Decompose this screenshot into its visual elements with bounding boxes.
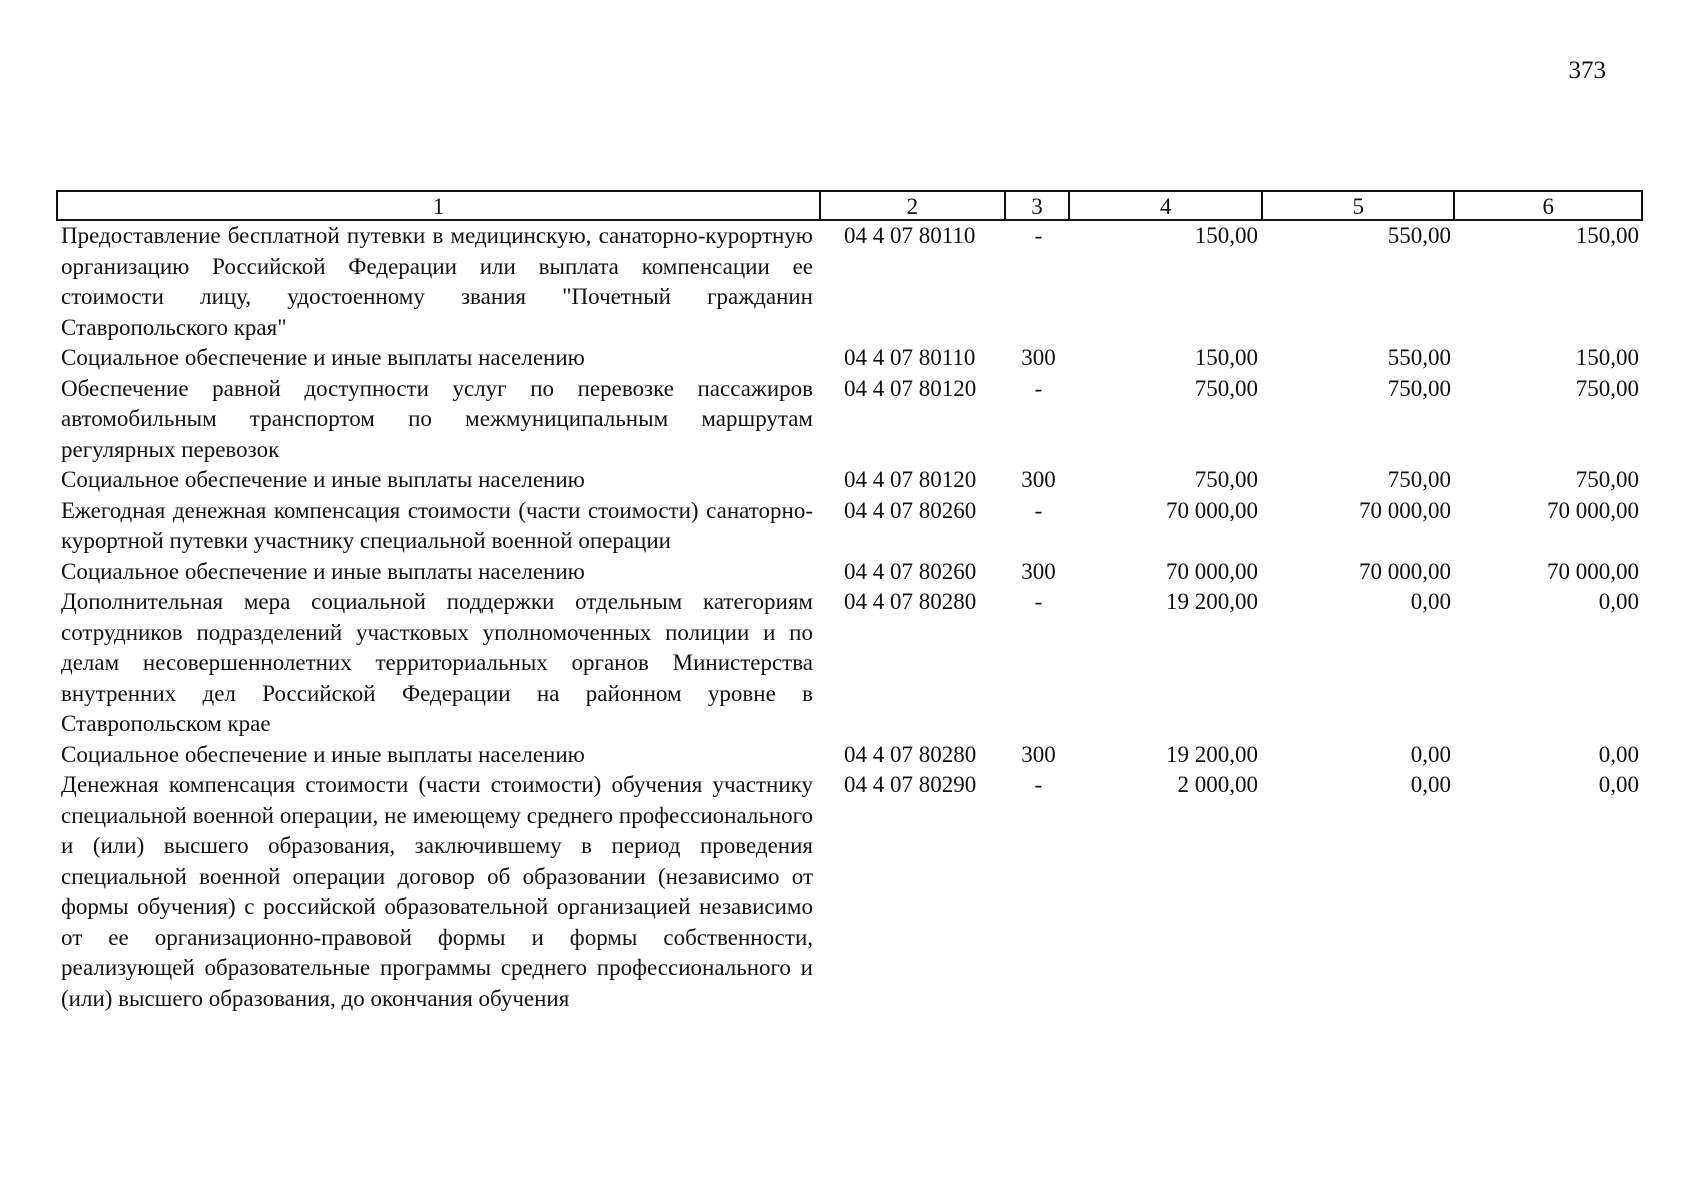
row-name: Социальное обеспечение и иные выплаты населению xyxy=(61,467,585,492)
row-value-col5: 70 000,00 xyxy=(1359,558,1451,584)
column-header-5: 5 xyxy=(1263,192,1456,219)
table-row xyxy=(56,740,1643,771)
column-header-2: 2 xyxy=(821,192,1006,219)
row-expense-type: 300 xyxy=(1021,467,1056,492)
row-value-col4: 750,00 xyxy=(1194,467,1258,492)
row-value-col4: 70 000,00 xyxy=(1166,558,1258,584)
table-row xyxy=(56,221,1643,343)
row-value-col4: 150,00 xyxy=(1194,223,1258,248)
table-row xyxy=(56,465,1643,496)
row-value-col5: 70 000,00 xyxy=(1359,497,1451,523)
row-name: Предоставление бесплатной путевки в медицинскую, санаторно-курортную организацию Российской Федерации или выплата компенсации ее стоимости лицу, удостоенному звания "Почетный гражданин Ставропольского края" xyxy=(61,223,813,340)
row-value-col6: 150,00 xyxy=(1575,223,1639,248)
row-value-col6: 0,00 xyxy=(1598,772,1639,797)
row-name: Денежная компенсация стоимости (части стоимости) обучения участнику специальной военной операции, не имеющему среднего профессионального и (или) высшего образования, заключившему в период проведения специальной военной операции договор об образовании (независимо от формы обучения) с российской образовательной организацией независимо от ее организационно-правовой формы и формы собственности, реализующей образовательные программы среднего профессионального и (или) высшего образования, до окончания обучения xyxy=(61,772,813,1011)
table-row xyxy=(56,374,1643,466)
row-code: 04 4 07 80110 xyxy=(844,223,976,248)
column-header-3: 3 xyxy=(1006,192,1071,219)
row-value-col5: 0,00 xyxy=(1410,741,1451,767)
row-expense-type: - xyxy=(1034,497,1043,523)
row-code: 04 4 07 80260 xyxy=(844,497,977,523)
row-expense-type: - xyxy=(1034,223,1043,248)
row-value-col5: 0,00 xyxy=(1410,772,1451,797)
row-name: Обеспечение равной доступности услуг по перевозке пассажиров автомобильным транспортом по межмуниципальным маршрутам регулярных перевозок xyxy=(61,375,813,462)
column-header-4: 4 xyxy=(1070,192,1263,219)
row-value-col4: 19 200,00 xyxy=(1166,589,1258,614)
row-value-col6: 70 000,00 xyxy=(1547,497,1639,523)
row-value-col4: 750,00 xyxy=(1194,375,1258,401)
column-header-6: 6 xyxy=(1542,194,1554,219)
row-value-col4: 70 000,00 xyxy=(1166,497,1258,523)
row-value-col6: 0,00 xyxy=(1598,589,1639,614)
row-code: 04 4 07 80280 xyxy=(844,589,977,614)
row-name: Социальное обеспечение и иные выплаты населению xyxy=(61,558,585,584)
page-number: 373 xyxy=(1568,57,1606,84)
row-code: 04 4 07 80120 xyxy=(844,375,977,401)
budget-table xyxy=(56,190,1643,1014)
row-name: Ежегодная денежная компенсация стоимости (части стоимости) санаторно-курортной путевки участнику специальной военной операции xyxy=(61,497,813,553)
table-row xyxy=(56,557,1643,588)
row-value-col6: 750,00 xyxy=(1575,375,1639,401)
row-value-col6: 150,00 xyxy=(1575,345,1639,370)
table-row xyxy=(56,770,1643,1014)
row-expense-type: 300 xyxy=(1021,741,1056,767)
row-expense-type: - xyxy=(1034,589,1043,614)
row-expense-type: 300 xyxy=(1021,345,1056,370)
table-row xyxy=(56,496,1643,557)
row-value-col4: 150,00 xyxy=(1194,345,1258,370)
row-value-col4: 19 200,00 xyxy=(1166,741,1258,767)
row-name: Социальное обеспечение и иные выплаты населению xyxy=(61,345,585,370)
row-code: 04 4 07 80120 xyxy=(844,467,977,492)
row-value-col5: 750,00 xyxy=(1387,467,1451,492)
row-code: 04 4 07 80290 xyxy=(844,772,977,797)
row-value-col4: 2 000,00 xyxy=(1177,772,1258,797)
row-value-col5: 750,00 xyxy=(1387,375,1451,401)
row-value-col5: 0,00 xyxy=(1410,589,1451,614)
row-value-col6: 70 000,00 xyxy=(1547,558,1639,584)
table-header-row xyxy=(56,190,1643,221)
table-row xyxy=(56,343,1643,374)
row-value-col6: 750,00 xyxy=(1575,467,1639,492)
row-code: 04 4 07 80280 xyxy=(844,741,977,767)
row-name: Дополнительная мера социальной поддержки отдельным категориям сотрудников подразделений участковых уполномоченных полиции и по делам несовершеннолетних территориальных органов Министерства внутренних дел Российской Федерации на районном уровне в Ставропольском крае xyxy=(61,589,813,736)
row-value-col5: 550,00 xyxy=(1387,223,1451,248)
column-header-1: 1 xyxy=(58,192,821,219)
row-expense-type: - xyxy=(1034,772,1043,797)
row-code: 04 4 07 80260 xyxy=(844,558,977,584)
row-expense-type: - xyxy=(1034,375,1043,401)
table-row xyxy=(56,587,1643,740)
row-name: Социальное обеспечение и иные выплаты населению xyxy=(61,741,585,767)
row-code: 04 4 07 80110 xyxy=(844,345,976,370)
row-expense-type: 300 xyxy=(1021,558,1056,584)
row-value-col5: 550,00 xyxy=(1387,345,1451,370)
row-value-col6: 0,00 xyxy=(1598,741,1639,767)
